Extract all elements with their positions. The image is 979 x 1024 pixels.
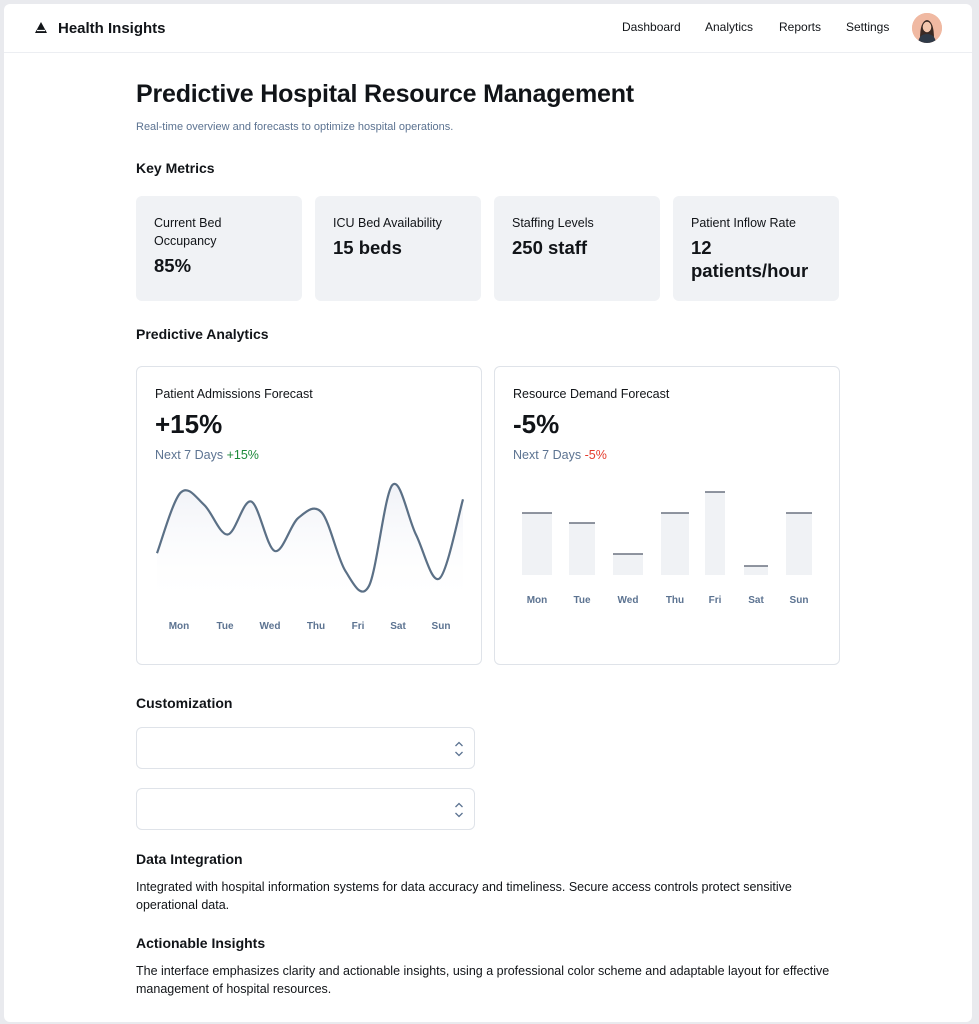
nav-dashboard[interactable]: Dashboard — [622, 20, 681, 34]
app-window — [4, 4, 972, 1022]
x-tick-label: Tue — [216, 621, 234, 632]
metric-card-icu-beds — [315, 196, 481, 301]
actionable-insights-text: The interface emphasizes clarity and actionable insights, using a professional color scheme and adaptable layout for effective management of hospital resources. — [136, 964, 830, 996]
change-value: -5% — [584, 448, 607, 462]
metric-card-staffing — [494, 196, 660, 301]
user-avatar-icon[interactable] — [912, 13, 942, 43]
data-integration-text: Integrated with hospital information systems for data accuracy and timeliness. Secure access controls protect sensitive operational data. — [136, 880, 792, 912]
metric-card-bed-occupancy — [136, 196, 302, 301]
metric-label: ICU Bed Availability — [333, 216, 442, 230]
card-label: Resource Demand Forecast — [513, 387, 670, 401]
change-value: +15% — [226, 448, 259, 462]
x-tick-label: Sun — [431, 621, 451, 632]
bar-tue — [569, 523, 595, 575]
card-value: -5% — [513, 409, 560, 439]
bar-sat — [744, 566, 768, 575]
card-value: +15% — [155, 409, 223, 439]
demand-bar-chart — [495, 367, 841, 666]
x-tick-label: Mon — [526, 595, 548, 606]
metric-card-inflow — [673, 196, 839, 301]
bar-wed — [613, 554, 643, 575]
x-tick-label: Thu — [665, 595, 685, 606]
metric-value: 250 staff — [512, 237, 588, 258]
customization-heading: Customization — [136, 695, 233, 711]
data-integration-heading: Data Integration — [136, 851, 243, 867]
page-title: Predictive Hospital Resource Management — [136, 80, 634, 108]
nav-reports[interactable]: Reports — [779, 20, 822, 34]
x-tick-label: Sun — [789, 595, 809, 606]
metric-label: Staffing Levels — [512, 216, 594, 230]
x-tick-label: Tue — [573, 595, 591, 606]
brand-name: Health Insights — [58, 19, 166, 37]
customization-select-2[interactable] — [136, 788, 475, 830]
period-label: Next 7 Days — [155, 448, 224, 462]
card-label: Patient Admissions Forecast — [155, 387, 313, 401]
x-tick-label: Sat — [748, 595, 764, 606]
actionable-insights-heading: Actionable Insights — [136, 935, 266, 951]
x-tick-label: Sat — [390, 621, 406, 632]
nav-analytics[interactable]: Analytics — [705, 20, 754, 34]
metric-label: Current Bed Occupancy — [154, 216, 222, 248]
x-tick-label: Wed — [617, 595, 639, 606]
x-tick-label: Fri — [351, 621, 365, 632]
bar-fri — [705, 492, 725, 575]
chevron-updown-icon — [454, 740, 464, 758]
page-subtitle: Real-time overview and forecasts to optimize hospital operations. — [136, 121, 454, 133]
metric-label: Patient Inflow Rate — [691, 216, 796, 230]
x-tick-label: Thu — [306, 621, 326, 632]
chevron-updown-icon — [454, 801, 464, 819]
triangle-logo-icon — [34, 21, 48, 35]
admissions-forecast-card — [136, 366, 482, 665]
bar-mon — [522, 513, 552, 575]
customization-select-1[interactable] — [136, 727, 475, 769]
bar-sun — [786, 513, 812, 575]
x-tick-label: Fri — [708, 595, 722, 606]
x-tick-label: Wed — [259, 621, 281, 632]
metric-value: 12 patients/hour — [691, 237, 809, 281]
nav-settings[interactable]: Settings — [846, 20, 890, 34]
metric-value: 85% — [154, 255, 192, 276]
brand[interactable] — [34, 18, 166, 38]
top-header — [4, 4, 972, 53]
admissions-line-chart — [137, 367, 483, 666]
demand-forecast-card — [494, 366, 840, 665]
predictive-analytics-heading: Predictive Analytics — [136, 326, 269, 342]
metric-value: 15 beds — [333, 237, 402, 258]
bar-thu — [661, 513, 689, 575]
x-tick-label: Mon — [168, 621, 190, 632]
period-label: Next 7 Days — [513, 448, 582, 462]
key-metrics-heading: Key Metrics — [136, 160, 215, 176]
